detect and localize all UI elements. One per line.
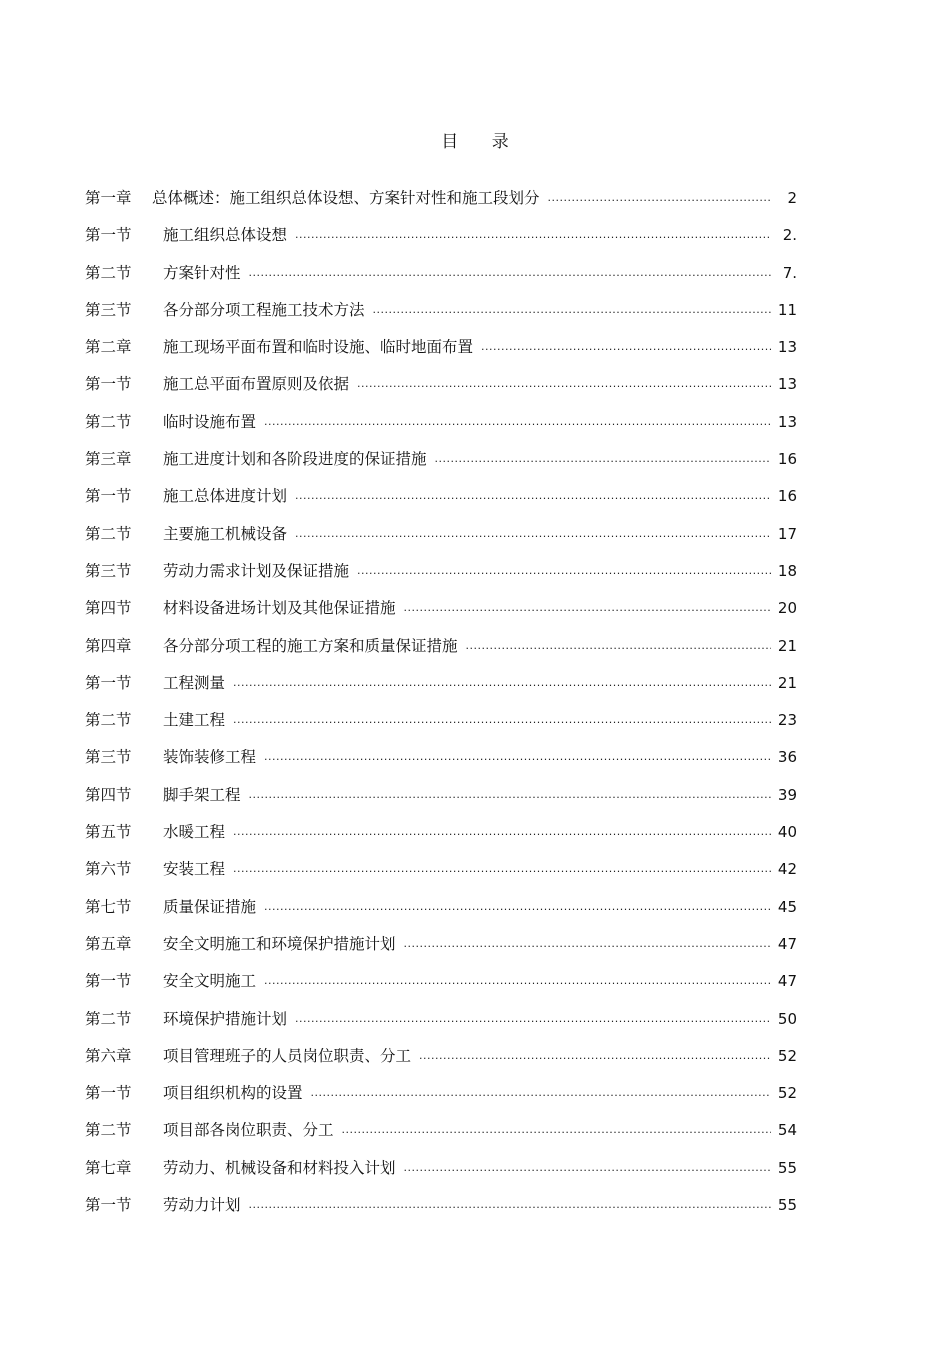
toc-entry-page-number: 54 <box>777 1121 797 1140</box>
toc-entry-title: 脚手架工程 <box>163 785 241 804</box>
toc-entry-page-number: 16 <box>777 450 797 469</box>
toc-section-entry[interactable] <box>85 298 797 335</box>
toc-section-entry[interactable] <box>85 1118 797 1155</box>
toc-entry-label: 第五节 <box>85 823 132 842</box>
toc-dot-leader <box>435 447 771 471</box>
toc-section-entry[interactable] <box>85 261 797 298</box>
toc-entry-title: 方案针对性 <box>163 263 241 282</box>
toc-dot-leader <box>404 932 771 956</box>
toc-section-entry[interactable] <box>85 447 797 484</box>
toc-entry-title: 主要施工机械设备 <box>163 524 288 543</box>
toc-entry-label: 第六节 <box>85 860 132 879</box>
toc-section-entry[interactable] <box>85 820 797 857</box>
toc-dot-leader <box>264 969 771 993</box>
toc-section-entry[interactable] <box>85 522 797 559</box>
toc-dot-leader <box>233 708 771 732</box>
toc-dot-leader <box>548 186 771 210</box>
toc-section-entry[interactable] <box>85 596 797 633</box>
toc-entry-title: 项目管理班子的人员岗位职责、分工 <box>163 1046 412 1065</box>
toc-entry-title: 材料设备进场计划及其他保证措施 <box>163 599 396 618</box>
toc-dot-leader <box>419 1044 771 1068</box>
toc-dot-leader <box>357 559 771 583</box>
toc-entry-page-number: 2 <box>787 189 797 207</box>
toc-entry-title: 水暖工程 <box>163 823 226 842</box>
toc-entry-title: 项目组织机构的设置 <box>163 1084 303 1103</box>
toc-dot-leader <box>264 895 771 919</box>
toc-entry-page-number: 16 <box>777 487 797 506</box>
toc-entry-title: 劳动力、机械设备和材料投入计划 <box>163 1158 396 1177</box>
toc-entry-label: 第四节 <box>85 785 132 804</box>
toc-section-entry[interactable] <box>85 335 797 372</box>
toc-dot-leader <box>466 634 771 658</box>
toc-dot-leader <box>311 1081 771 1105</box>
toc-dot-leader <box>264 745 771 769</box>
toc-section-entry[interactable] <box>85 1081 797 1118</box>
toc-entry-label: 第七章 <box>85 1158 132 1177</box>
toc-section-entry[interactable] <box>85 969 797 1006</box>
toc-entry-label: 第二节 <box>85 412 132 431</box>
toc-entry-title: 各分部分项工程的施工方案和质量保证措施 <box>163 636 458 655</box>
toc-dot-leader <box>233 820 771 844</box>
toc-dot-leader <box>404 1156 771 1180</box>
toc-entry-page-number: 52 <box>777 1046 797 1065</box>
toc-dot-leader <box>342 1118 771 1142</box>
toc-entry-label: 第四章 <box>85 636 132 655</box>
toc-entry-title: 各分部分项工程施工技术方法 <box>163 300 365 319</box>
toc-entry-title: 土建工程 <box>163 711 226 730</box>
toc-entry-page-number: 47 <box>777 972 797 991</box>
toc-entry-page-number: 2. <box>782 226 797 245</box>
toc-dot-leader <box>249 261 771 285</box>
toc-dot-leader <box>233 857 771 881</box>
toc-entry-page-number: 42 <box>777 860 797 879</box>
toc-section-entry[interactable] <box>85 559 797 596</box>
toc-entry-page-number: 17 <box>777 524 797 543</box>
toc-entry-label: 第一节 <box>85 226 132 245</box>
toc-entry-page-number: 36 <box>777 748 797 767</box>
toc-section-entry[interactable] <box>85 708 797 745</box>
toc-entry-title: 劳动力计划 <box>163 1196 241 1215</box>
toc-entry-title: 质量保证措施 <box>163 897 257 916</box>
toc-entry-page-number: 39 <box>777 785 797 804</box>
toc-entry-label: 第一节 <box>85 673 132 692</box>
toc-entry-title: 工程测量 <box>163 673 226 692</box>
toc-entry-title: 项目部各岗位职责、分工 <box>163 1121 334 1140</box>
toc-dot-leader <box>249 783 771 807</box>
toc-entry-title: 总体概述：施工组织总体设想、方案针对性和施工段划分 <box>152 189 540 207</box>
toc-entry-title: 安装工程 <box>163 860 226 879</box>
toc-entry-label: 第一节 <box>85 375 132 394</box>
toc-entry-label: 第三节 <box>85 300 132 319</box>
toc-chapter-entry[interactable] <box>85 186 797 223</box>
toc-entry-title: 施工进度计划和各阶段进度的保证措施 <box>163 450 427 469</box>
toc-entry-page-number: 20 <box>777 599 797 618</box>
toc-entry-label: 第二节 <box>85 1121 132 1140</box>
toc-entry-page-number: 52 <box>777 1084 797 1103</box>
toc-section-entry[interactable] <box>85 372 797 409</box>
toc-entry-page-number: 40 <box>777 823 797 842</box>
toc-entry-label: 第三节 <box>85 748 132 767</box>
toc-entry-label: 第三章 <box>85 450 132 469</box>
toc-entry-label: 第六章 <box>85 1046 132 1065</box>
toc-entry-title: 施工现场平面布置和临时设施、临时地面布置 <box>163 338 474 357</box>
toc-entry-page-number: 7. <box>782 263 797 282</box>
toc-section-entry[interactable] <box>85 1193 797 1230</box>
toc-section-entry[interactable] <box>85 1007 797 1044</box>
toc-entry-label: 第二章 <box>85 338 132 357</box>
toc-entry-label: 第四节 <box>85 599 132 618</box>
toc-entry-page-number: 13 <box>777 338 797 357</box>
toc-dot-leader <box>249 1193 771 1217</box>
toc-section-entry[interactable] <box>85 1156 797 1193</box>
toc-dot-leader <box>295 522 771 546</box>
toc-entry-title: 施工组织总体设想 <box>163 226 288 245</box>
toc-entry-title: 施工总体进度计划 <box>163 487 288 506</box>
toc-section-entry[interactable] <box>85 932 797 969</box>
toc-section-entry[interactable] <box>85 857 797 894</box>
toc-entry-label: 第七节 <box>85 897 132 916</box>
toc-entry-label: 第一节 <box>85 1084 132 1103</box>
toc-entry-title: 施工总平面布置原则及依据 <box>163 375 350 394</box>
toc-entry-label: 第二节 <box>85 263 132 282</box>
toc-section-entry[interactable] <box>85 783 797 820</box>
toc-list <box>85 186 797 1230</box>
toc-entry-page-number: 23 <box>777 711 797 730</box>
toc-entry-label: 第一章 <box>85 189 132 207</box>
toc-entry-title: 装饰装修工程 <box>163 748 257 767</box>
toc-section-entry[interactable] <box>85 634 797 671</box>
toc-entry-title: 环境保护措施计划 <box>163 1009 288 1028</box>
toc-entry-page-number: 55 <box>777 1158 797 1177</box>
toc-heading: 目 录 <box>441 132 523 152</box>
toc-entry-page-number: 45 <box>777 897 797 916</box>
toc-dot-leader <box>481 335 771 359</box>
toc-entry-page-number: 47 <box>777 934 797 953</box>
toc-entry-label: 第二节 <box>85 524 132 543</box>
toc-entry-title: 劳动力需求计划及保证措施 <box>163 561 350 580</box>
toc-dot-leader <box>295 484 771 508</box>
toc-dot-leader <box>295 223 771 247</box>
toc-entry-label: 第一节 <box>85 972 132 991</box>
toc-entry-label: 第一节 <box>85 1196 132 1215</box>
toc-section-entry[interactable] <box>85 484 797 521</box>
toc-section-entry[interactable] <box>85 1044 797 1081</box>
toc-entry-page-number: 21 <box>777 673 797 692</box>
toc-entry-label: 第二节 <box>85 711 132 730</box>
toc-dot-leader <box>233 671 771 695</box>
toc-entry-page-number: 11 <box>777 300 797 319</box>
toc-section-entry[interactable] <box>85 671 797 708</box>
toc-entry-page-number: 21 <box>777 636 797 655</box>
toc-entry-title: 安全文明施工和环境保护措施计划 <box>163 934 396 953</box>
toc-section-entry[interactable] <box>85 223 797 260</box>
toc-dot-leader <box>264 410 771 434</box>
toc-section-entry[interactable] <box>85 410 797 447</box>
toc-dot-leader <box>404 596 771 620</box>
toc-dot-leader <box>295 1007 771 1031</box>
toc-entry-label: 第三节 <box>85 561 132 580</box>
toc-entry-page-number: 13 <box>777 412 797 431</box>
toc-entry-page-number: 50 <box>777 1009 797 1028</box>
toc-entry-label: 第一节 <box>85 487 132 506</box>
toc-entry-page-number: 13 <box>777 375 797 394</box>
toc-dot-leader <box>357 372 771 396</box>
toc-dot-leader <box>373 298 771 322</box>
toc-entry-title: 临时设施布置 <box>163 412 257 431</box>
toc-section-entry[interactable] <box>85 895 797 932</box>
toc-section-entry[interactable] <box>85 745 797 782</box>
toc-entry-label: 第二节 <box>85 1009 132 1028</box>
toc-entry-page-number: 55 <box>777 1196 797 1215</box>
toc-entry-page-number: 18 <box>777 561 797 580</box>
toc-entry-label: 第五章 <box>85 934 132 953</box>
toc-entry-title: 安全文明施工 <box>163 972 257 991</box>
